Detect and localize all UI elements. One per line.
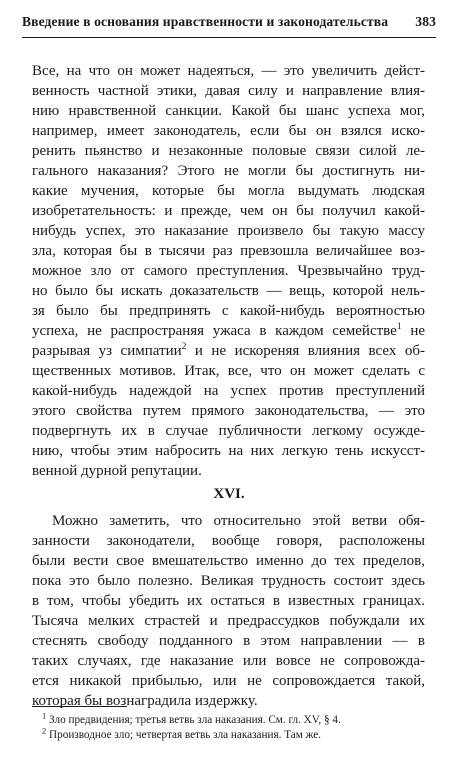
text-line: нию, чтобы этим набросить на них легкую тень искусст- [32, 443, 425, 459]
text-line: но было бы искать доказательств — вещь, которой нель- [32, 283, 425, 299]
text-line: зя было бы предпринять с какой-нибудь вероятностью [32, 303, 425, 319]
footnote-number: 1 [42, 710, 47, 721]
running-head-title: Введение в основания нравственности и законодательства [22, 14, 389, 29]
text-line: какие мучения, которые бы могла выдумать людская [32, 183, 425, 199]
text-line: нию нравственной санкции. Какой бы шанс успеха мог, [32, 103, 425, 119]
text-line: разрывая уз симпатии$^2$ и не искореняя влияния всех об- [32, 342, 425, 359]
text-line: венной дурной репутации. [32, 463, 202, 479]
text-line: Все, на что он может надеяться, — это увеличить дейст- [32, 63, 425, 79]
page-number: 383 [415, 14, 436, 29]
text-line: какой-нибудь надеждой на успех против преступлений [32, 383, 425, 399]
text-line: стеснять свободу подданного в этом направлении — в [32, 633, 425, 649]
text-line: например, имеет законодатель, если бы он взялся иско- [32, 123, 425, 139]
footnote-marker[interactable]: 2 [181, 342, 187, 352]
footnote-marker[interactable]: 1 [396, 322, 402, 332]
text-line: гального наказания? Этого не могли бы достигнуть ни- [32, 163, 425, 179]
text-line: были вести свое вмешательство именно до тех пределов, [32, 553, 425, 569]
text-line: Можно заметить, что относительно этой ветви обя- [52, 513, 425, 529]
text-line: щественных мотивов. Итак, все, что он может сделать с [32, 363, 425, 379]
text-line: Тысяча мелких страстей и предрассудков побуждали их [32, 613, 425, 629]
text-line: таких случаях, где наказание или вовсе не сопровожда- [32, 653, 425, 669]
text-line: изобретательность: и прежде, чем он бы получил какой- [32, 203, 425, 219]
text-line: пока это было полезно. Великая трудность состоит здесь [32, 573, 425, 589]
text-line: успеха, не распространяя ужаса в каждом семействе$^1$ не [32, 322, 425, 339]
footnote: $^2$ Производное зло; четвертая ветвь зла наказания. Там же. [42, 725, 321, 741]
text-line: подвергнуть их в случае публичности легкому осужде- [32, 423, 425, 439]
text-line: ется никакой прибылью, или не сопровождается такой, [32, 673, 425, 689]
text-line: венность частной этики, давая силу и направление влия- [32, 83, 425, 99]
text-line: можное зло от самого преступления. Чрезвычайно труд- [32, 263, 425, 279]
text-line: зла, которая бы в тысячи раз превзошла величайшее воз- [32, 243, 425, 259]
text-line: ренить пьянство и незаконные половые связи силой ле- [32, 143, 425, 159]
section-heading: XVI. [213, 486, 245, 502]
header-rule [22, 37, 436, 38]
text-line: нибудь успех, это наказание произвело бы такую массу [32, 223, 425, 239]
running-head [22, 14, 436, 30]
text-line: в том, чтобы убедить их остаться в известных границах. [32, 593, 425, 609]
footnote-number: 2 [42, 725, 47, 736]
footnote-rule [32, 706, 127, 707]
text-line: которая бы вознаградила издержку. [32, 693, 258, 709]
text-line: этого свойства путем прямого законодательства, — это [32, 403, 425, 419]
text-line: занности законодатели, вообще говоря, расположены [32, 533, 425, 549]
footnote: $^1$ Зло предвидения; третья ветвь зла наказания. См. гл. XV, § 4. [42, 710, 341, 726]
